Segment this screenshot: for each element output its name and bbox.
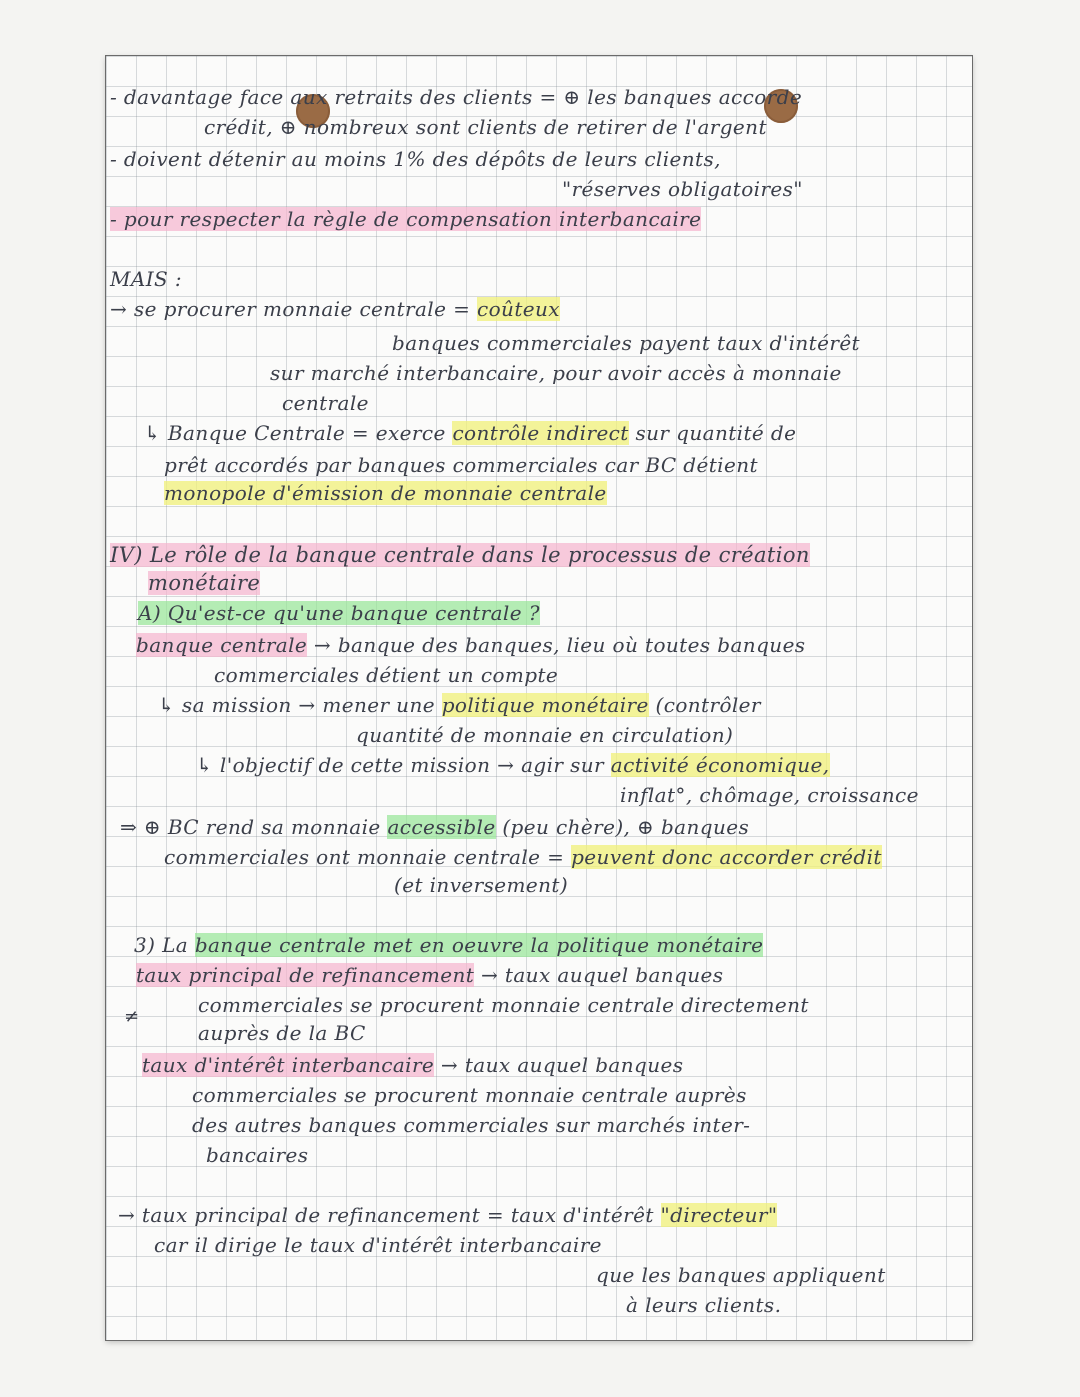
- note-line: [144, 420, 796, 446]
- note-line: [196, 752, 830, 778]
- note-line: à leurs clients.: [626, 1293, 782, 1317]
- note-line: [110, 206, 701, 232]
- highlight: banque centrale met en oeuvre la politique monétaire: [194, 933, 764, 957]
- note-text: → taux principal de refinancement = taux d'intérêt: [118, 1203, 661, 1227]
- note-line: crédit, ⊕ nombreux sont clients de retirer de l'argent: [204, 115, 767, 139]
- note-line: commerciales se procurent monnaie centrale auprès: [192, 1083, 747, 1107]
- note-line: des autres banques commerciales sur marchés inter-: [192, 1113, 751, 1137]
- section-heading: [110, 542, 810, 568]
- note-line: prêt accordés par banques commerciales car BC détient: [164, 453, 758, 477]
- note-line: [164, 844, 882, 870]
- not-equal-mark: ≠: [124, 1006, 140, 1027]
- note-line: - doivent détenir au moins 1% des dépôts de leurs clients,: [110, 147, 721, 171]
- highlight: coûteux: [477, 297, 560, 321]
- highlight: activité économique,: [610, 753, 830, 777]
- note-line: centrale: [282, 391, 369, 415]
- note-line: auprès de la BC: [198, 1021, 366, 1045]
- highlight: peuvent donc accorder crédit: [571, 845, 882, 869]
- note-line: que les banques appliquent: [596, 1263, 886, 1287]
- highlight: contrôle indirect: [452, 421, 629, 445]
- note-line: sur marché interbancaire, pour avoir accès à monnaie: [270, 361, 842, 385]
- highlight: - pour respecter la règle de compensation interbancaire: [110, 207, 702, 231]
- highlight: IV) Le rôle de la banque centrale dans le processus de création: [110, 543, 810, 567]
- note-text: (contrôler: [648, 693, 761, 717]
- note-text: → se procurer monnaie centrale =: [110, 297, 477, 321]
- highlight: monétaire: [148, 571, 261, 595]
- note-text: ↳ sa mission → mener une: [158, 693, 442, 717]
- note-line: [118, 1202, 777, 1228]
- note-line: commerciales détient un compte: [214, 663, 559, 687]
- note-line: [142, 1052, 683, 1078]
- note-line: commerciales se procurent monnaie centrale directement: [198, 993, 809, 1017]
- highlight: A) Qu'est-ce qu'une banque centrale ?: [138, 601, 540, 625]
- note-text: → taux auquel banques: [474, 963, 724, 987]
- subsection-heading: [134, 932, 763, 958]
- note-line: [120, 814, 749, 840]
- note-text: → taux auquel banques: [434, 1053, 684, 1077]
- note-text: sur quantité de: [628, 421, 797, 445]
- note-line: inflat°, chômage, croissance: [620, 783, 919, 807]
- notebook-page: [106, 56, 972, 1340]
- note-line: [158, 692, 761, 718]
- note-line: - davantage face aux retraits des clients = ⊕ les banques accorde: [110, 85, 803, 109]
- note-line: [110, 296, 560, 322]
- note-line: [136, 962, 723, 988]
- highlight: taux d'intérêt interbancaire: [142, 1053, 435, 1077]
- subsection-heading: [138, 600, 540, 626]
- section-heading: [148, 570, 260, 596]
- note-line: [164, 480, 607, 506]
- note-text: (peu chère), ⊕ banques: [495, 815, 750, 839]
- highlight: accessible: [387, 815, 496, 839]
- note-text: → banque des banques, lieu où toutes banques: [307, 633, 806, 657]
- note-text: ⇒ ⊕ BC rend sa monnaie: [120, 815, 388, 839]
- highlight: taux principal de refinancement: [136, 963, 475, 987]
- note-line: (et inversement): [394, 873, 569, 897]
- note-line: quantité de monnaie en circulation): [356, 723, 734, 747]
- highlight: "directeur": [660, 1203, 778, 1227]
- highlight: monopole d'émission de monnaie centrale: [164, 481, 607, 505]
- note-text: commerciales ont monnaie centrale =: [164, 845, 572, 869]
- note-line: "réserves obligatoires": [562, 177, 803, 201]
- note-heading: MAIS :: [110, 267, 183, 291]
- note-line: banques commerciales payent taux d'intérêt: [392, 331, 860, 355]
- note-text: ↳ l'objectif de cette mission → agir sur: [196, 753, 611, 777]
- highlight: politique monétaire: [441, 693, 649, 717]
- note-text: 3) La: [134, 933, 195, 957]
- note-text: ↳ Banque Centrale = exerce: [144, 421, 453, 445]
- note-line: [136, 632, 805, 658]
- highlight: banque centrale: [136, 633, 308, 657]
- note-line: car il dirige le taux d'intérêt interbancaire: [154, 1233, 602, 1257]
- note-line: bancaires: [206, 1143, 309, 1167]
